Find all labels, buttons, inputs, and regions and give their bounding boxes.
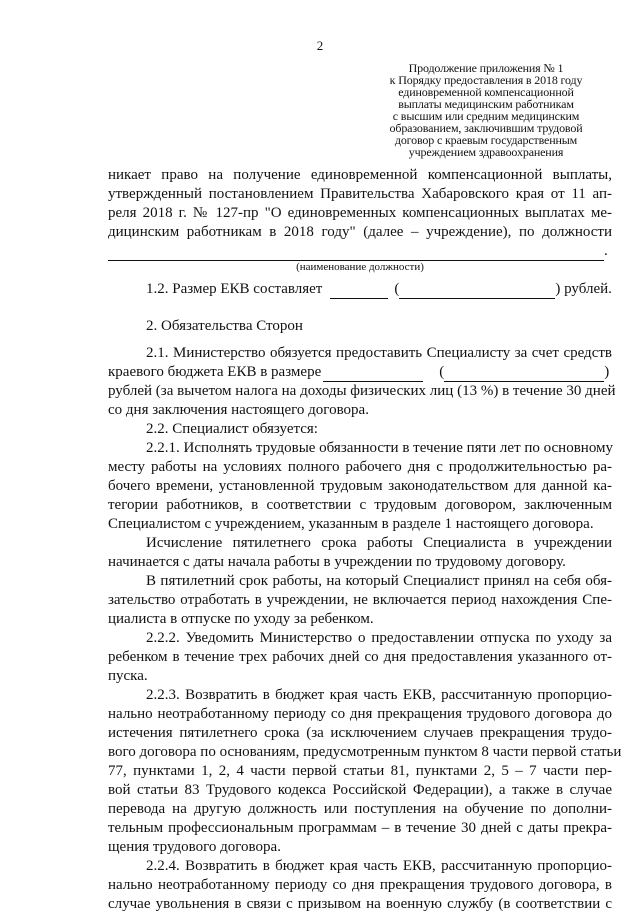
paren-close: ): [604, 364, 610, 380]
text-line: начинается с даты начала работы в учреждении по трудовому договору.: [108, 554, 566, 570]
text-line: ребенком в течение трех рабочих дней со дня предоставления указанного от-: [108, 649, 612, 665]
clause-2-1: [108, 344, 616, 420]
text-line: циалиста в отпуске по уходу за ребенком.: [108, 611, 374, 627]
ekv-amount-words-field[interactable]: [444, 367, 604, 382]
text-line: реля 2018 г. № 127-пр "О единовременных компенсационных выплатах ме-: [108, 205, 612, 221]
text-line: истечения пятилетнего срока (за исключением случаев прекращения трудо-: [108, 725, 612, 741]
header-line: выплаты медицинским работникам: [398, 97, 574, 111]
position-blank-field[interactable]: [108, 246, 604, 261]
ekv-amount-label: краевого бюджета ЕКВ в размере: [108, 364, 322, 380]
text-line: 2.1. Министерство обязуется предоставить Специалисту за счет средств: [146, 345, 612, 361]
clause-2-2-2: [108, 629, 612, 686]
clause-1-2: [108, 280, 612, 299]
text-line: тельным профессиональным программам – в течение 30 дней с даты прекра-: [108, 820, 612, 836]
text-line: тегории работников, в соответствии с трудовым договором, заключенным: [108, 497, 612, 513]
line-end-dot: .: [604, 243, 608, 259]
header-line: с высшим или средним медицинским: [392, 109, 580, 123]
text-line: месту работы на условиях полного рабочего дня с продолжительностью ра-: [108, 459, 612, 475]
paren-close-rubles: ) рублей.: [555, 281, 612, 297]
text-line: 2.2.3. Возвратить в бюджет края часть ЕКВ, рассчитанную пропорцио-: [146, 687, 612, 703]
text-line: пуска.: [108, 668, 148, 684]
text-line: нально неотработанному периоду со дня прекращения трудового договора до: [108, 706, 612, 722]
text-line: 2.2.2. Уведомить Министерство о предоставлении отпуска по уходу за: [146, 630, 612, 646]
text-line: дицинским работникам в 2018 году" (далее – учреждение), по должности: [108, 224, 612, 240]
header-line: единовременной компенсационной: [398, 85, 574, 99]
text-line: со дня заключения настоящего договора.: [108, 402, 369, 418]
header-line: образованием, заключившим трудовой: [389, 121, 583, 135]
text-line: 77, пунктами 1, 2, 4 части первой статьи 81, пунктами 2, 5 – 7 части пер-: [108, 763, 612, 779]
paragraph-institution: [108, 166, 612, 242]
ekv-amount-digits-field[interactable]: [323, 367, 423, 382]
text-line: зательство отработать в учреждении, не включается период нахождения Спе-: [108, 592, 612, 608]
text-line: 2.2.1. Исполнять трудовые обязанности в течение пяти лет по основному: [146, 440, 614, 456]
document-body: [108, 166, 622, 914]
clause-2-2-3: [108, 686, 622, 857]
text-line: бочего времени, установленной трудовым законодательством для данной ка-: [108, 478, 612, 494]
text-line: случае увольнения в связи с призывом на военную службу (в соответствии с: [108, 896, 612, 912]
header-line: к Порядку предоставления в 2018 году: [389, 73, 583, 87]
amount-digits-field[interactable]: [330, 284, 388, 299]
text-line: щения трудового договора.: [108, 839, 281, 855]
text-line: перевода на другую должность или поступления на обучение по дополни-: [108, 801, 612, 817]
clause-2-2: 2.2. Специалист обязуется:: [146, 421, 318, 437]
paragraph-term-calculation: [108, 534, 612, 572]
text-line: рублей (за вычетом налога на доходы физических лиц (13 %) в течение 30 дней: [108, 383, 616, 399]
page-number: 2: [316, 38, 324, 53]
appendix-header: [366, 62, 606, 158]
clause-1-2-label: 1.2. Размер ЕКВ составляет: [146, 281, 323, 297]
paren-open: (: [394, 281, 400, 297]
position-blank-row: [108, 242, 612, 261]
clause-2-2-4: [108, 857, 612, 914]
text-line: никает право на получение единовременной компенсационной выплаты,: [108, 167, 612, 183]
text-line: нально неотработанному периоду со дня прекращения трудового договора, в: [108, 877, 612, 893]
amount-words-field[interactable]: [399, 284, 555, 299]
text-line: вого договора по основаниям, предусмотренным пунктом 8 части первой статьи: [108, 744, 622, 760]
section-2-title: 2. Обязательства Сторон: [146, 318, 303, 334]
text-line: В пятилетний срок работы, на который Специалист принял на себя обя-: [146, 573, 612, 589]
header-line: Продолжение приложения № 1: [408, 61, 564, 75]
clause-2-2-1: [108, 439, 612, 534]
text-line: Специалистом с учреждением, указанным в разделе 1 настоящего договора.: [108, 516, 594, 532]
text-line: вой статьи 83 Трудового кодекса Российской Федерации), а также в случае: [108, 782, 612, 798]
text-line: Исчисление пятилетнего срока работы Специалиста в учреждении: [146, 535, 612, 551]
header-line: учреждением здравоохранения: [408, 145, 564, 159]
text-line: утвержденный постановлением Правительства Хабаровского края от 11 ап-: [108, 186, 612, 202]
text-line: 2.2.4. Возвратить в бюджет края часть ЕКВ, рассчитанную пропорцио-: [146, 858, 612, 874]
paragraph-parental-leave: [108, 572, 612, 629]
ekv-amount-row: [108, 363, 612, 382]
position-caption: (наименование должности): [296, 261, 424, 273]
paren-open: (: [439, 364, 445, 380]
header-line: договор с краевым государственным: [394, 133, 578, 147]
